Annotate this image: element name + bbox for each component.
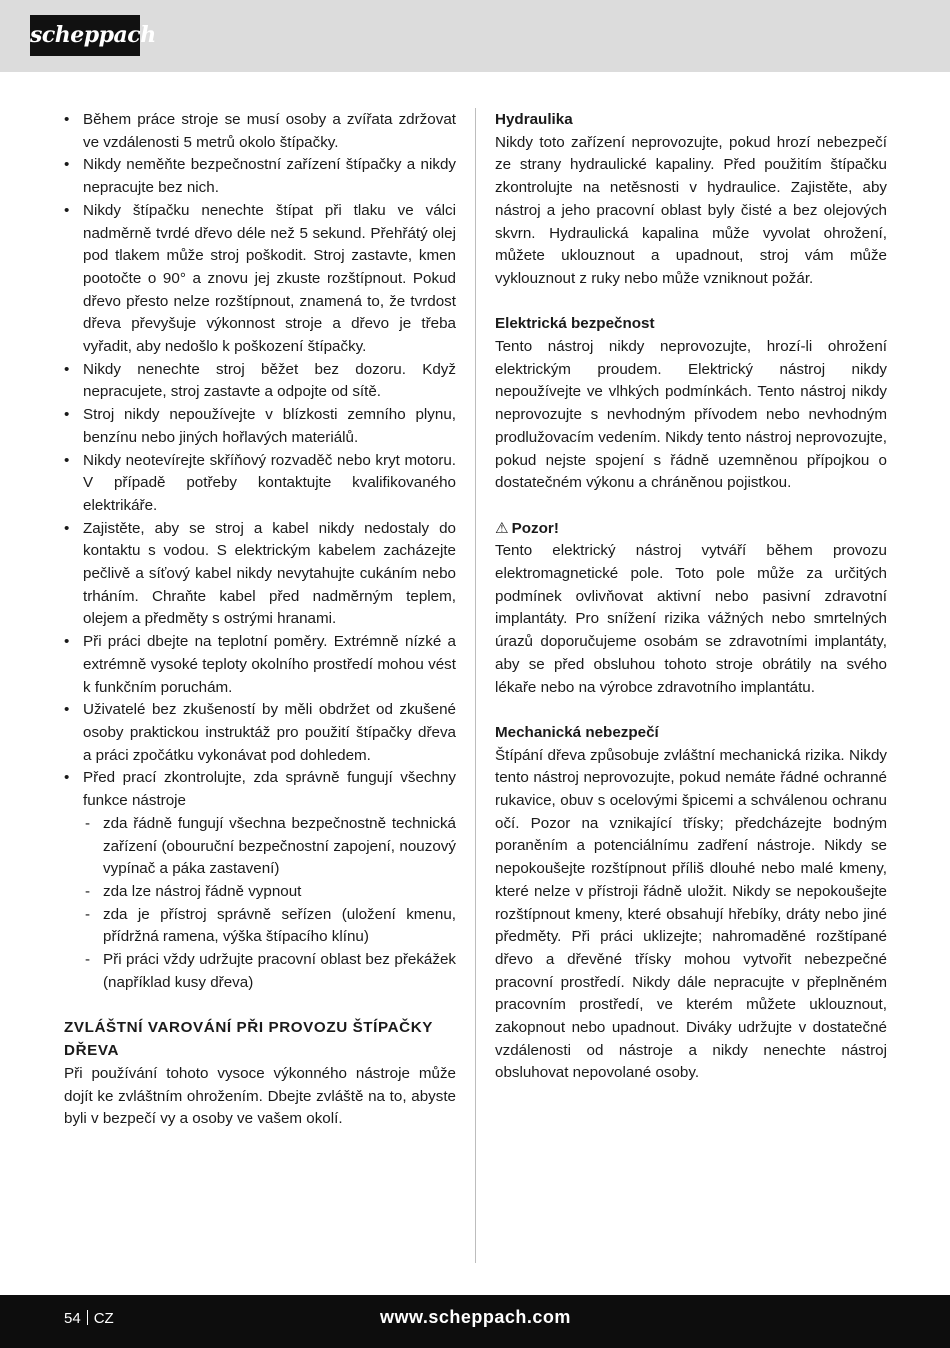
hydraulics-text: Nikdy toto zařízení neprovozujte, pokud hrozí nebezpečí ze strany hydraulické kapaliny. Před použitím štípačku zkontrolujte na netěsnosti v hydraulice. Zajistěte, aby nástroj a jeho pracovní oblast byly čisté a bez olejových skvrn. Hydraulická kapalina může vyvolat ohrožení, můžete uklouznout a upadnout, stroj vám může vyklouznout z ruky nebo může vzniknout požár. [495, 133, 887, 287]
sub-item: - zda řádně fungují všechna bezpečnostně technická zařízení (obouruční bezpečnostní zapojení, nouzový vypínač a páka zastavení) [83, 813, 456, 881]
warning-heading [495, 518, 887, 541]
bullet-item: • Během práce stroje se musí osoby a zvířata zdržovat ve vzdálenosti 5 metrů okolo štípačky. [64, 109, 456, 154]
scheppach-logo: scheppach [30, 15, 140, 56]
bullet-item: • Nikdy nenechte stroj běžet bez dozoru. Když nepracujete, stroj zastavte a odpojte od sítě. [64, 359, 456, 404]
hydraulics-section [495, 109, 887, 291]
mechanical-title: Mechanická nebezpečí [495, 723, 659, 741]
electrical-section [495, 313, 887, 495]
bullet-item-checks [64, 767, 456, 994]
bullet-item: • Stroj nikdy nepoužívejte v blízkosti zemního plynu, benzínu nebo jiných hořlavých materiálů. [64, 404, 456, 449]
mechanical-section [495, 722, 887, 1085]
website-link[interactable]: www.scheppach.com [380, 1307, 571, 1327]
special-warnings-text: Při používání tohoto vysoce výkonného nástroje může dojít ke zvláštním ohrožením. Dbejte zvláště na to, abyste byli v bezpečí vy a osoby ve vašem okolí. [64, 1064, 456, 1128]
bullet-item: • Při práci dbejte na teplotní poměry. Extrémně nízké a extrémně vysoké teploty okolního prostředí mohou vést k funkčním poruchám. [64, 631, 456, 699]
page-header [0, 0, 950, 72]
mechanical-text: Štípání dřeva způsobuje zvláštní mechanická rizika. Nikdy tento nástroj neprovozujte, pokud nemáte řádné ochranné rukavice, obuv s ocelovými špicemi a schválenou ochranu očí. Pozor na vznikající třísky; předcházejte bodným poraněním a potenciálnímu zadření nástroje. Nikdy se nepokoušejte rozštípnout příliš dlouhé nebo malé kmeny, které nelze v přístroji řádně uložit. Nikdy se nepokoušejte rozštípnout kmeny, které obsahují hřebíky, dráty nebo jiné předměty. Při práci uklizejte; nahromaděné rozštípané dřevo a dřevěné třísky mohou vytvořit nebezpečné pracovní prostředí. Nikdy dále nepracujte v přeplněném pracovním prostředí, ve kterém můžete uklouznout, zakopnout nebo upadnout. Diváky udržujte v dostatečné vzdálenosti od nástroje a nikdy nenechte nástroj obsluhovat nepovolané osoby. [495, 746, 887, 1082]
check-sub-list [83, 813, 456, 995]
warning-text: Tento elektrický nástroj vytváří během provozu elektromagnetické pole. Toto pole může za určitých podmínek ovlivňovat aktivní nebo pasivní zdravotní implantáty. Pro snížení rizika vážných nebo smrtelných úrazů doporučujeme osobám se zdravotními implantáty, aby se před obsluhou tohoto stroje obrátily na svého lékaře nebo na výrobce zdravotního implantátu. [495, 542, 887, 696]
page-separator [87, 1310, 88, 1325]
bullet-item: • Uživatelé bez zkušeností by měli obdržet od zkušené osoby praktickou instruktáž pro použití štípačky dřeva a práci zpočátku vykonávat pod dohledem. [64, 699, 456, 767]
language-code: CZ [93, 1310, 114, 1327]
bullet-item: • Nikdy štípačku nenechte štípat při tlaku ve válci nadměrně tvrdé dřevo déle než 5 sekund. Přehřátý olej pod tlakem může stroj poškodit. Stroj zastavte, kmen pootočte o 90° a znovu jej zkuste rozštípnout. Pokud dřevo přesto nelze rozštípnout, znamená to, že tvrdost dřeva převyšuje výkonnost stroje a dřevo je třeba vyřadit, aby nedošlo k poškození štípačky. [64, 200, 456, 359]
warning-title: Pozor! [511, 519, 559, 537]
warning-triangle-icon: ⚠ [495, 519, 509, 537]
special-warnings-title: ZVLÁŠTNÍ VAROVÁNÍ PŘI PROVOZU ŠTÍPAČKY DŘEVA [64, 1019, 433, 1060]
left-column [64, 109, 456, 1131]
bullet-item: • Nikdy neotevírejte skříňový rozvaděč nebo kryt motoru. V případě potřeby kontaktujte kvalifikovaného elektrikáře. [64, 450, 456, 518]
safety-bullet-list [64, 109, 456, 994]
warning-section [495, 518, 887, 700]
bullet-item: • Zajistěte, aby se stroj a kabel nikdy nedostaly do kontaktu s vodou. S elektrickým kabelem zacházejte pečlivě a síťový kabel nikdy nevytahujte cukáním nebo trháním. Chraňte kabel před nadměrným teplem, olejem a předměty s ostrými hranami. [64, 518, 456, 632]
sub-item: - zda lze nástroj řádně vypnout [83, 881, 456, 904]
column-divider [475, 108, 476, 1263]
electrical-text: Tento nástroj nikdy neprovozujte, hrozí-li ohrožení elektrickým proudem. Elektrický nástroj nikdy nepoužívejte ve vlhkých podmínkách. Tento nástroj nikdy neprovozujte s nevhodným přívodem nebo nevhodným prodlužovacím vedením. Nikdy tento nástroj neprovozujte, pokud nejste spojení s řádně uzemněnou přípojkou o dostatečném výkonu a chráněnou pojistkou. [495, 338, 887, 492]
right-column [495, 109, 887, 1108]
page-number-label [64, 1310, 114, 1327]
electrical-title: Elektrická bezpečnost [495, 315, 655, 333]
hydraulics-title: Hydraulika [495, 111, 573, 128]
page-footer [0, 1295, 950, 1348]
bullet-item: • Nikdy neměňte bezpečnostní zařízení štípačky a nikdy nepracujte bez nich. [64, 154, 456, 199]
sub-item: - Při práci vždy udržujte pracovní oblast bez překážek (například kusy dřeva) [83, 949, 456, 994]
page-number: 54 [64, 1310, 81, 1327]
sub-item: - zda je přístroj správně seřízen (uložení kmenu, přídržná ramena, výška štípacího klínu) [83, 904, 456, 949]
bullet-text: Před prací zkontrolujte, zda správně fungují všechny funkce nástroje [83, 769, 456, 810]
